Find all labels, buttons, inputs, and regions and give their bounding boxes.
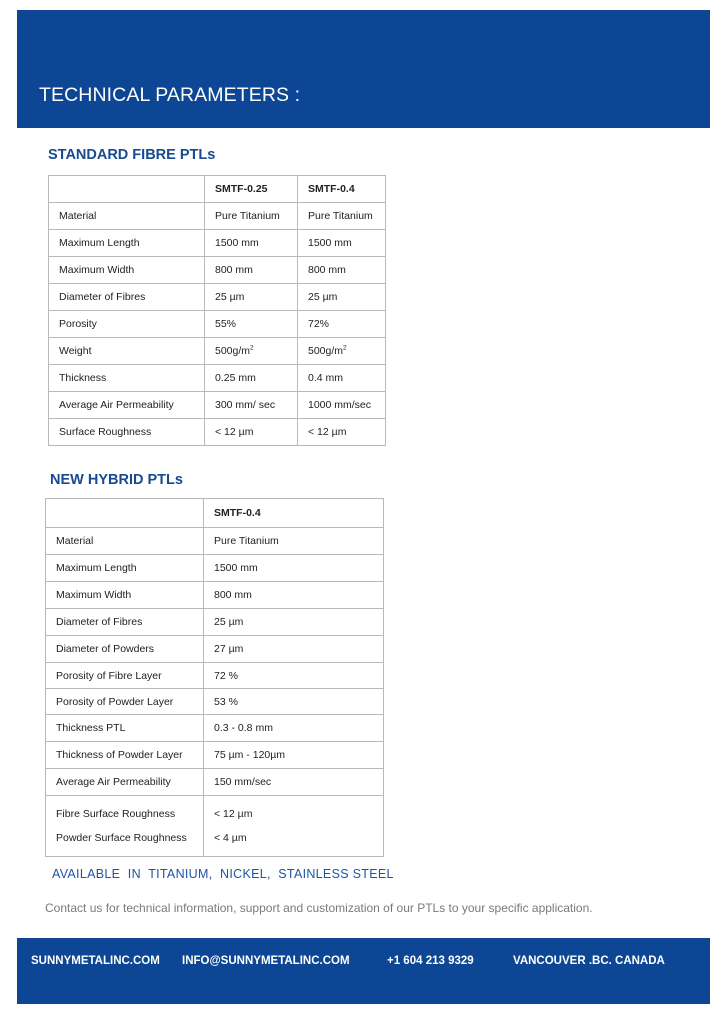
table-row [46, 609, 384, 636]
column-header: SMTF-0.4 [298, 176, 386, 203]
param-value: 55% [205, 311, 298, 338]
table-row [49, 419, 386, 446]
param-value: Pure Titanium [298, 203, 386, 230]
table-row [46, 636, 384, 663]
param-label: Thickness PTL [46, 715, 204, 742]
column-header: SMTF-0.4 [204, 499, 384, 528]
param-value: < 12 µm [298, 419, 386, 446]
param-value [205, 338, 298, 365]
weight-value: 500g/m [308, 345, 344, 357]
param-value: 800 mm [298, 257, 386, 284]
website-link[interactable]: SUNNYMETALINC.COM [31, 955, 160, 967]
param-label: Maximum Length [46, 555, 204, 582]
table-row [46, 528, 384, 555]
param-value: Pure Titanium [205, 203, 298, 230]
param-label: Weight [49, 338, 205, 365]
param-value: Pure Titanium [204, 528, 384, 555]
table-row [46, 582, 384, 609]
hybrid-spec-table [45, 498, 384, 857]
unit-superscript: 2 [343, 344, 347, 352]
param-value: 1500 mm [204, 555, 384, 582]
table-row [46, 715, 384, 742]
table-row [49, 257, 386, 284]
param-value: 0.4 mm [298, 365, 386, 392]
table-row [46, 769, 384, 796]
roughness-values [204, 796, 384, 857]
param-value: 300 mm/ sec [205, 392, 298, 419]
param-label: Powder Surface Roughness [56, 832, 187, 844]
table-row [46, 555, 384, 582]
email-link[interactable]: INFO@SUNNYMETALINC.COM [182, 955, 350, 967]
table-row [49, 365, 386, 392]
param-label: Maximum Width [49, 257, 205, 284]
param-value: 1500 mm [205, 230, 298, 257]
table-row [49, 311, 386, 338]
phone-number[interactable]: +1 604 213 9329 [387, 955, 474, 967]
param-value: 0.25 mm [205, 365, 298, 392]
param-value: 53 % [204, 689, 384, 715]
param-label: Average Air Permeability [49, 392, 205, 419]
header-banner [17, 10, 710, 128]
param-value: 0.3 - 0.8 mm [204, 715, 384, 742]
param-label: Surface Roughness [49, 419, 205, 446]
param-label: Material [46, 528, 204, 555]
param-value: 25 µm [204, 609, 384, 636]
param-value: 27 µm [204, 636, 384, 663]
param-label: Maximum Length [49, 230, 205, 257]
hybrid-section-title: NEW HYBRID PTLs [50, 472, 183, 488]
param-label: Thickness [49, 365, 205, 392]
param-label: Diameter of Fibres [49, 284, 205, 311]
param-value: 800 mm [204, 582, 384, 609]
param-value: 72 % [204, 663, 384, 689]
param-value: 1500 mm [298, 230, 386, 257]
table-row-roughness [46, 796, 384, 857]
table-row [46, 742, 384, 769]
param-label: Thickness of Powder Layer [46, 742, 204, 769]
param-label: Diameter of Powders [46, 636, 204, 663]
table-row [49, 284, 386, 311]
param-value: 25 µm [205, 284, 298, 311]
contact-note: Contact us for technical information, support and customization of our PTLs to your specific application. [45, 901, 593, 915]
table-header-row [49, 176, 386, 203]
table-row [46, 663, 384, 689]
table-row [46, 689, 384, 715]
table-row [49, 203, 386, 230]
table-row [49, 230, 386, 257]
weight-value: 500g/m [215, 345, 251, 357]
param-value: 25 µm [298, 284, 386, 311]
table-header-row [46, 499, 384, 528]
param-value: 800 mm [205, 257, 298, 284]
materials-availability: AVAILABLE IN TITANIUM, NICKEL, STAINLESS STEEL [52, 867, 394, 881]
param-label: Porosity of Fibre Layer [46, 663, 204, 689]
param-value: 1000 mm/sec [298, 392, 386, 419]
table-row [49, 338, 386, 365]
standard-section-title: STANDARD FIBRE PTLs [48, 147, 216, 163]
param-value: 75 µm - 120µm [204, 742, 384, 769]
param-value: < 4 µm [214, 832, 247, 844]
param-label: Porosity [49, 311, 205, 338]
param-label: Average Air Permeability [46, 769, 204, 796]
param-label: Material [49, 203, 205, 230]
param-value: 72% [298, 311, 386, 338]
page-title: TECHNICAL PARAMETERS : [39, 84, 301, 106]
param-value: 150 mm/sec [204, 769, 384, 796]
param-label: Diameter of Fibres [46, 609, 204, 636]
header-empty-cell [46, 499, 204, 528]
roughness-labels [46, 796, 204, 857]
param-value: < 12 µm [214, 808, 253, 820]
table-row [49, 392, 386, 419]
param-label: Porosity of Powder Layer [46, 689, 204, 715]
column-header: SMTF-0.25 [205, 176, 298, 203]
param-value [298, 338, 386, 365]
footer-banner [17, 938, 710, 1004]
standard-spec-table [48, 175, 386, 446]
unit-superscript: 2 [250, 344, 254, 352]
location-text: VANCOUVER .BC. CANADA [513, 955, 665, 967]
param-label: Maximum Width [46, 582, 204, 609]
header-empty-cell [49, 176, 205, 203]
param-label: Fibre Surface Roughness [56, 808, 176, 820]
param-value: < 12 µm [205, 419, 298, 446]
